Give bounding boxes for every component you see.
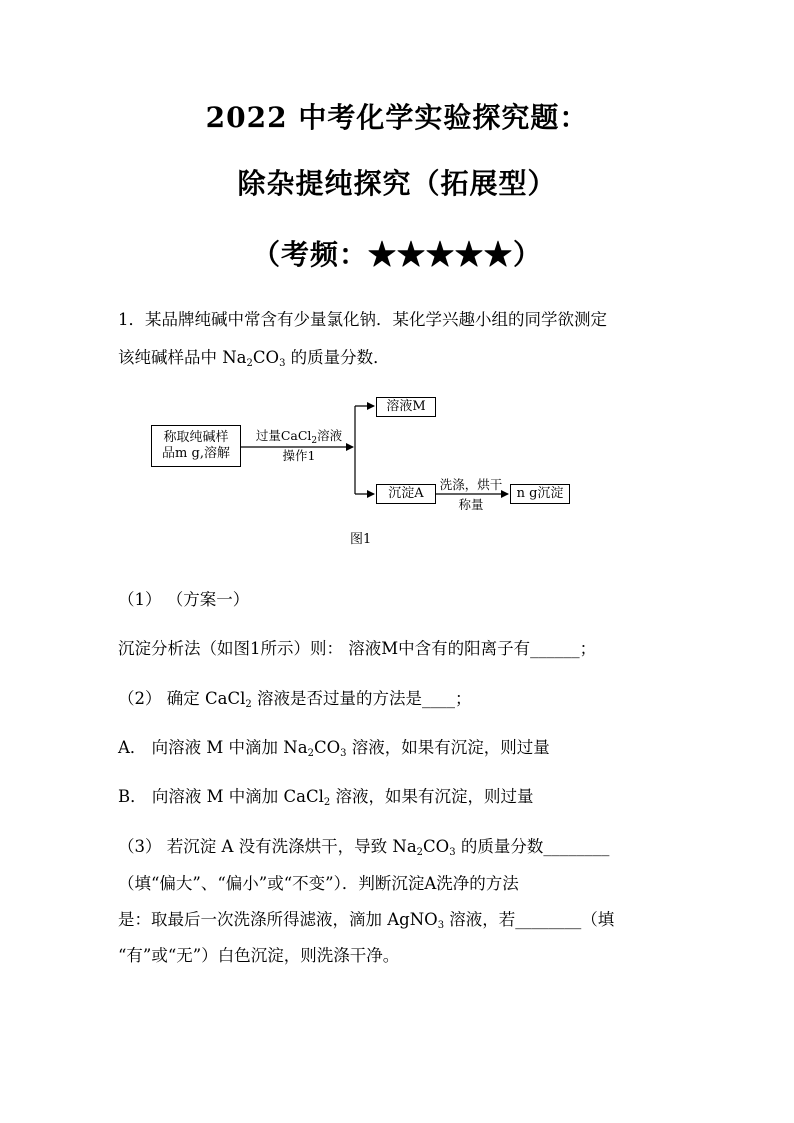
- sample-box-line-2: 品m g,溶解: [162, 446, 230, 461]
- precipitate-box: 沉淀A: [376, 484, 436, 504]
- part-2-text: （2） 确定 CaCl$_2$ 溶液是否过量的方法是____；: [118, 689, 472, 710]
- option-b: B． 向溶液 M 中滴加 CaCl$_2$ 溶液，如果有沉淀，则过量: [118, 787, 534, 808]
- option-a: A． 向溶液 M 中滴加 $Na_2CO_3$ 溶液，如果有沉淀，则过量: [118, 738, 550, 759]
- operation-label: 操作1: [282, 448, 316, 463]
- title-line-2: 除杂提纯探究（拓展型）: [237, 167, 557, 200]
- question-stem-line-1: 1．某品牌纯碱中常含有少量氯化钠．某化学兴趣小组的同学欲测定: [118, 310, 607, 329]
- part-1-text: 沉淀分析法（如图1所示）则： 溶液M中含有的阳离子有______；: [118, 639, 597, 658]
- title-line-3: （考频：★★★★★）: [251, 238, 542, 271]
- part-3-line-4: “有”或“无”）白色沉淀，则洗涤干净。: [118, 946, 400, 965]
- wash-dry-label: 洗涤，烘干: [439, 477, 503, 492]
- result-box: n g沉淀: [510, 484, 570, 504]
- solution-box: 溶液M: [376, 397, 436, 417]
- part-1-heading: （1） （方案一）: [118, 590, 250, 609]
- question-stem-line-2: 该纯碱样品中 $Na_2CO_3$ 的质量分数．: [118, 348, 390, 369]
- reagent-label: 过量CaCl$_2$溶液: [255, 428, 343, 446]
- part-3-line-2: （填“偏大”、“偏小”或“不变”）．判断沉淀A洗净的方法: [118, 874, 519, 893]
- part-3-line-1: （3） 若沉淀 A 没有洗涤烘干，导致 $Na_2CO_3$ 的质量分数________: [118, 837, 610, 858]
- sample-box: [151, 425, 241, 467]
- title-line-1: 2022 中考化学实验探究题：: [205, 101, 589, 134]
- figure-caption: 图1: [350, 532, 372, 547]
- sample-box-line-1: 称取纯碱样: [163, 430, 229, 445]
- part-3-line-3: 是：取最后一次洗涤所得滤液，滴加 AgNO$_3$ 溶液，若________（填: [118, 910, 615, 931]
- weigh-label: 称量: [458, 497, 484, 512]
